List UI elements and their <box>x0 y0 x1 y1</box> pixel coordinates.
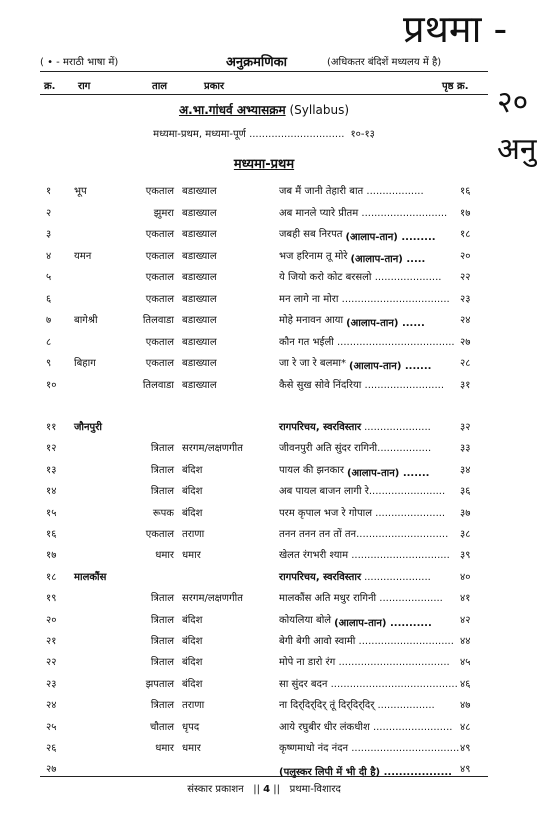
table-row <box>0 374 528 395</box>
row-title-cell <box>279 569 431 583</box>
row-title: खेलत रंगभरी श्याम ............................... <box>279 550 450 562</box>
row-title-cell <box>279 312 425 329</box>
row-raag: यमन <box>74 250 92 262</box>
footer-publisher: संस्कार प्रकाशन <box>187 784 244 795</box>
row-raag: बागेश्री <box>74 315 98 326</box>
row-prakar: बंदिश <box>182 636 203 647</box>
row-page: ४१ <box>460 593 471 605</box>
row-title: तनन तनन तन तों तन............................. <box>279 529 449 540</box>
row-taal: त्रिताल <box>150 657 174 669</box>
row-page: ४८ <box>460 721 471 733</box>
table-row <box>0 694 528 715</box>
table-row <box>0 352 528 373</box>
table-row <box>0 266 528 287</box>
row-title: अब मानले प्यारे प्रीतम ........................... <box>279 207 448 219</box>
row-page: ३७ <box>460 507 471 519</box>
row-note: ..................... <box>364 571 431 583</box>
row-title-cell <box>279 526 448 540</box>
footer-book: प्रथमा-विशारद <box>289 784 341 795</box>
row-title: भज हरिनाम तू मोरे <box>279 250 348 262</box>
row-title: ना दिर्‌दिर्‌दिर्‌ तूं दिर्‌दिर्‌दिर्‌ .................. <box>279 700 435 712</box>
page-title: अनुक्रमणिका <box>226 55 288 70</box>
syllabus-heading <box>40 101 488 118</box>
row-taal: त्रिताल <box>150 464 174 476</box>
row-title-cell <box>279 654 450 668</box>
row-title: आये रघुबीर धीर लंकधीश ......................... <box>279 721 453 733</box>
subline-page: १०-१३ <box>350 129 375 140</box>
row-title-cell <box>279 355 432 372</box>
row-prakar: बडाख्याल <box>182 186 217 197</box>
row-page: ३१ <box>460 379 471 391</box>
footer-page-number: 4 <box>263 784 271 795</box>
row-page: ३३ <box>460 443 471 455</box>
row-title: जा रे जा रे बलमा* <box>279 358 346 369</box>
row-page: २७ <box>460 336 471 348</box>
row-page: २८ <box>460 358 471 369</box>
row-title-cell <box>279 248 426 265</box>
row-number: ३ <box>46 229 52 240</box>
row-prakar: बडाख्याल <box>182 293 217 305</box>
row-title-cell <box>279 462 430 479</box>
row-title-cell <box>279 676 458 690</box>
row-note: ..................... <box>364 422 431 433</box>
row-number: २४ <box>46 700 57 712</box>
row-raag: बिहाग <box>74 358 96 369</box>
row-title-cell <box>279 633 454 647</box>
row-title-cell <box>279 419 431 433</box>
row-title: मोपे ना डारो रंग ................................... <box>279 657 450 669</box>
row-number: ९ <box>46 358 52 369</box>
row-taal: एकताल <box>145 529 174 540</box>
section-heading: मध्यमा-प्रथम <box>233 157 295 172</box>
row-prakar: धमार <box>182 550 201 562</box>
row-taal: झपताल <box>145 678 174 690</box>
row-title-cell <box>279 505 445 519</box>
side-text-big: प्रथमा - <box>403 7 508 51</box>
row-taal: तिलवाडा <box>142 315 174 326</box>
row-title-cell <box>279 547 450 561</box>
row-page: ४० <box>460 571 471 583</box>
row-note: (पलुस्कर लिपी में भी दी है) .................. <box>279 767 452 779</box>
column-headers <box>40 78 488 92</box>
row-taal: एकताल <box>145 186 174 197</box>
row-title: कृष्णमाधो नंद नंदन .................................. <box>279 743 460 754</box>
row-number: ११ <box>46 422 57 433</box>
row-title: परम कृपाल भज रे गोपाल ...................... <box>279 507 446 519</box>
row-title-cell <box>279 719 452 733</box>
table-row <box>0 288 528 309</box>
row-note: (आलाप-तान) ......... <box>345 232 436 243</box>
row-page: २२ <box>460 272 471 283</box>
row-taal: झुमरा <box>153 207 174 219</box>
page-header <box>40 52 488 68</box>
col-page: पृष्ठ क्र. <box>442 81 469 92</box>
row-number: १२ <box>46 443 57 455</box>
row-note: (आलाप-तान) ....... <box>346 467 430 479</box>
row-title: रागपरिचय, स्वरविस्तार <box>279 571 362 583</box>
side-text-line3: अनु <box>497 132 537 167</box>
row-taal: धमार <box>155 743 174 754</box>
table-row <box>0 651 528 672</box>
row-title: जबही सब निरपत <box>279 229 343 240</box>
row-number: १ <box>46 186 52 197</box>
page-footer: संस्कार प्रकाशन || 4 || प्रथमा-विशारद <box>187 784 341 795</box>
row-title-cell <box>279 697 435 711</box>
row-raag: भूप <box>74 186 87 197</box>
table-row <box>0 331 528 352</box>
row-prakar: बंदिश <box>182 657 203 669</box>
row-page: ४७ <box>460 700 471 712</box>
table-row <box>0 416 528 437</box>
row-page: २३ <box>460 293 471 305</box>
table-row <box>0 437 528 458</box>
row-page: १७ <box>460 207 471 219</box>
row-taal: एकताल <box>145 358 174 369</box>
row-title: रागपरिचय, स्वरविस्तार <box>279 422 362 433</box>
row-title: मोहे मनावन आया <box>279 315 344 326</box>
divider-top <box>40 71 488 72</box>
row-prakar: बडाख्याल <box>182 272 217 283</box>
row-title: ये जियो करो कोट बरसलो ..................... <box>279 272 442 283</box>
table-row <box>0 245 528 266</box>
table-row <box>0 202 528 223</box>
table-row <box>0 716 528 737</box>
table-row <box>0 609 528 630</box>
col-raag: राग <box>78 81 91 92</box>
row-taal: त्रिताल <box>150 636 174 647</box>
table-row <box>0 673 528 694</box>
row-number: २५ <box>46 721 57 733</box>
table-row <box>0 180 528 201</box>
table-row <box>0 523 528 544</box>
row-page: २० <box>460 250 471 262</box>
row-number: १५ <box>46 507 57 519</box>
row-taal: एकताल <box>145 229 174 240</box>
row-page: ४९ <box>460 743 471 754</box>
row-prakar: बंदिश <box>182 678 203 690</box>
row-prakar: बंदिश <box>182 486 203 498</box>
row-taal: एकताल <box>145 272 174 283</box>
row-prakar: बडाख्याल <box>182 207 217 219</box>
divider-bottom <box>40 776 488 777</box>
row-prakar: धृपद <box>182 721 200 733</box>
row-note: (आलाप-तान) ....... <box>348 361 432 372</box>
row-prakar: बडाख्याल <box>182 250 217 262</box>
row-taal: एकताल <box>145 336 174 348</box>
subline-text: मध्यमा-प्रथम, मध्यमा-पूर्ण .............................. <box>153 129 345 140</box>
row-prakar: धमार <box>182 743 201 754</box>
row-note: (आलाप-तान) ..... <box>350 253 426 265</box>
syllabus-paren: (Syllabus) <box>289 103 350 117</box>
row-taal: त्रिताल <box>150 593 174 605</box>
row-title: पायल की झनकार <box>279 464 344 476</box>
row-number: ५ <box>46 272 52 283</box>
row-title: सा सुंदर बदन ........................................ <box>279 678 458 690</box>
col-taal: ताल <box>152 81 168 92</box>
row-page: ३८ <box>460 529 471 540</box>
row-number: २३ <box>46 678 57 690</box>
row-title: मन लागे ना मोरा .................................. <box>279 293 450 305</box>
row-prakar: बडाख्याल <box>182 229 217 240</box>
table-row <box>0 544 528 565</box>
row-taal: एकताल <box>145 250 174 262</box>
row-number: १६ <box>46 529 57 540</box>
table-row <box>0 566 528 587</box>
row-title-cell <box>279 740 459 754</box>
table-row <box>0 480 528 501</box>
row-title-cell <box>279 590 443 604</box>
row-page: ४२ <box>460 614 471 626</box>
row-page: ३२ <box>460 422 471 433</box>
row-title: बेगी बेगी आवो स्वामी .............................. <box>279 636 454 647</box>
row-note: (आलाप-तान) ...... <box>346 318 425 329</box>
row-taal: त्रिताल <box>150 443 174 455</box>
row-page: ३६ <box>460 486 471 498</box>
row-taal: धमार <box>155 550 174 562</box>
row-taal: एकताल <box>145 293 174 305</box>
row-page: ४५ <box>460 657 471 669</box>
row-prakar: बडाख्याल <box>182 379 217 391</box>
row-page: ४६ <box>460 678 471 690</box>
language-note: ( • - मराठी भाषा में) <box>40 57 119 68</box>
row-page: १६ <box>460 186 471 197</box>
row-number: २७ <box>46 764 57 776</box>
row-title: कोयलिया बोले <box>279 614 332 626</box>
row-number: २ <box>46 207 52 219</box>
row-taal: रूपक <box>152 507 174 519</box>
row-title: मालकौंस अति मधुर रागिनी .................... <box>279 593 443 605</box>
side-text-line2: २० <box>497 85 529 120</box>
row-prakar: बडाख्याल <box>182 315 217 326</box>
row-raag: मालकौंस <box>74 571 107 583</box>
row-number: १९ <box>46 593 57 605</box>
col-prakar: प्रकार <box>204 81 225 92</box>
row-raag: जौनपुरी <box>74 422 102 433</box>
row-taal: त्रिताल <box>150 486 174 498</box>
row-page: ४४ <box>460 636 471 647</box>
tempo-note: (अधिकतर बंदिशें मध्यलय में है) <box>327 57 442 68</box>
row-title: कैसे सुख सोवे निंदरिया ......................... <box>279 379 444 391</box>
row-number: १७ <box>46 550 57 562</box>
row-number: ६ <box>46 293 52 305</box>
row-number: १४ <box>46 486 57 498</box>
row-number: ४ <box>46 250 52 262</box>
row-title-cell <box>279 291 450 305</box>
table-row <box>0 630 528 651</box>
row-number: २२ <box>46 657 57 669</box>
row-number: २१ <box>46 636 57 647</box>
row-prakar: बडाख्याल <box>182 336 217 348</box>
row-title-cell <box>279 483 445 497</box>
row-title-cell <box>279 205 447 219</box>
row-number: ७ <box>46 315 52 326</box>
row-number: १३ <box>46 464 57 476</box>
row-title-cell <box>279 183 424 197</box>
table-row <box>0 587 528 608</box>
row-prakar: बडाख्याल <box>182 358 217 369</box>
row-page: १८ <box>460 229 471 240</box>
table-row <box>0 502 528 523</box>
row-note: (आलाप-तान) ........... <box>334 617 432 629</box>
row-title-cell <box>279 612 432 629</box>
row-title: जीवनपुरी अति सुंदर रागिनी................. <box>279 443 432 455</box>
row-page: ३९ <box>460 550 471 562</box>
row-title-cell <box>279 334 455 348</box>
table-row <box>0 459 528 480</box>
row-number: २० <box>46 614 57 626</box>
row-taal: चौताल <box>149 721 174 733</box>
row-title-cell <box>279 269 441 283</box>
row-prakar: सरगम/लक्षणगीत <box>182 443 243 455</box>
divider-columns <box>40 94 488 95</box>
row-number: १८ <box>46 571 57 583</box>
row-title: जब मैं जानी तेहारी बात .................. <box>279 186 424 197</box>
row-number: ८ <box>46 336 52 348</box>
row-title-cell <box>279 226 436 243</box>
row-prakar: बंदिश <box>182 614 203 626</box>
row-taal: त्रिताल <box>150 700 174 712</box>
table-row <box>0 737 528 758</box>
row-title-cell <box>279 377 444 391</box>
row-prakar: सरगम/लक्षणगीत <box>182 593 243 605</box>
row-page: ४९ <box>460 764 471 776</box>
row-title: अब पायल बाजन लागी रे........................ <box>279 486 446 498</box>
row-number: २६ <box>46 743 57 754</box>
syllabus-subline <box>40 126 488 140</box>
row-page: २४ <box>460 315 471 326</box>
syllabus-title: अ.भा.गांधर्व अभ्यासक्रम <box>178 103 286 117</box>
row-title-cell <box>279 440 431 454</box>
row-title: कौन गत भईली ..................................... <box>279 336 455 348</box>
row-prakar: तराणा <box>182 700 205 712</box>
col-number: क्र. <box>44 81 56 92</box>
row-taal: तिलवाडा <box>142 379 174 391</box>
table-row <box>0 309 528 330</box>
row-taal: त्रिताल <box>150 614 174 626</box>
row-prakar: बंदिश <box>182 507 203 519</box>
row-prakar: बंदिश <box>182 464 203 476</box>
table-row <box>0 223 528 244</box>
row-number: १० <box>46 379 57 391</box>
row-page: ३४ <box>460 464 471 476</box>
row-prakar: तराणा <box>182 529 205 540</box>
